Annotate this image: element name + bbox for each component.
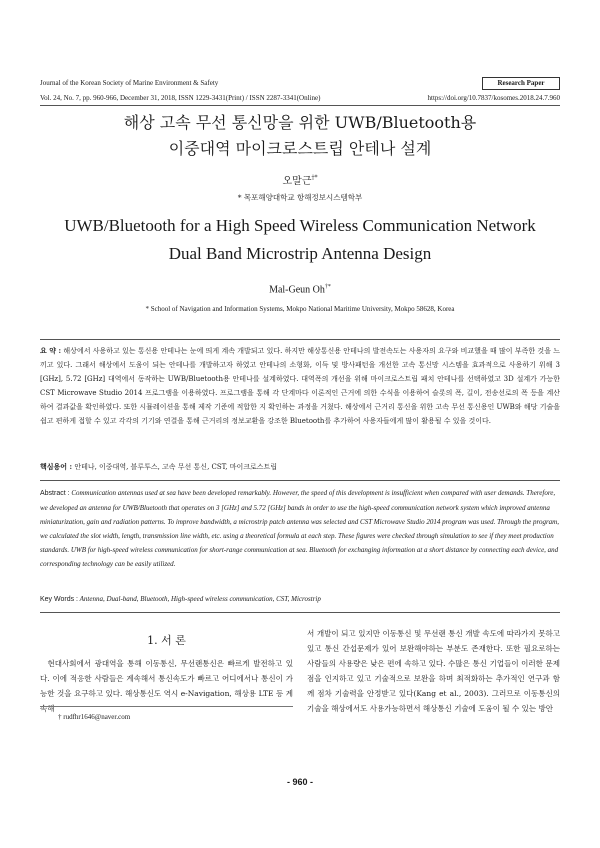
abstract-top-rule — [40, 339, 560, 340]
section-heading: 1. 서 론 — [147, 634, 186, 647]
korean-keywords-label: 핵심용어 : — [40, 462, 73, 471]
korean-author-mark: †* — [311, 174, 318, 182]
korean-author-name: 오말근 — [282, 176, 312, 187]
intro-left-column: 현대사회에서 광대역을 통해 이동통신, 무선랜통신은 빠르게 발전하고 있다. 이에 적응한 사람들은 계속해서 통신속도가 빠르고 어디에서나 통신이 가능한 것을 요구하고 있다. 해상통신도 역시 e-Navigation, 해상용 LTE 등 계속해 — [40, 659, 293, 713]
korean-abstract-label: 요 약 : — [40, 346, 62, 355]
korean-author — [0, 172, 600, 187]
korean-title-line1: 해상 고속 무선 통신망을 위한 UWB/Bluetooth용 — [123, 113, 477, 132]
journal-name: Journal of the Korean Society of Marine Environment & Safety — [40, 79, 219, 87]
header-rule — [40, 105, 560, 106]
english-keywords — [40, 595, 321, 603]
korean-affiliation: * 목포해양대학교 항해정보시스템학부 — [237, 193, 363, 202]
korean-title-line2: 이중대역 마이크로스트립 안테나 설계 — [168, 139, 432, 158]
english-affiliation: * School of Navigation and Information Systems, Mokpo National Maritime University, Mokpo 58628, Korea — [145, 305, 455, 313]
english-title-line2: Dual Band Microstrip Antenna Design — [168, 244, 432, 263]
korean-keywords — [40, 460, 560, 474]
english-author-mark: †* — [324, 284, 331, 290]
abstract-mid-rule — [40, 480, 560, 481]
doi-link[interactable]: https://doi.org/10.7837/kosomes.2018.24.7.960 — [427, 94, 560, 102]
intro-right-column: 서 개발이 되고 있지만 이동통신 및 무선랜 통신 개발 속도에 따라가지 못하고 있고 통신 간섭문제가 있어 보완해야하는 부분도 존재한다. 또한 필요로하는 사람들의 사용량은 낮은 편에 속하고 있다. 수많은 통신 기업들이 이러한 문제점을 인지하고 있고 기술적으로 보완을 하며 최적화하는 추가적인 연구과 함께 점차 기술력을 안정받고 있다(Kang et al., 2003). 그러므로 이동통신의 기술을 해상에서도 사용가능하면서 해상통신 기술에 도움이 될 수 있는 방안 — [307, 629, 560, 713]
english-keywords-text: Antenna, Dual-band, Bluetooth, High-speed wireless communication, CST, Microstrip — [79, 595, 321, 603]
corresponding-email[interactable]: † rudfhr1646@naver.com — [58, 713, 131, 721]
page-number: - 960 - — [286, 777, 313, 787]
korean-abstract — [40, 344, 560, 428]
abstract-bottom-rule — [40, 612, 560, 613]
korean-keywords-text: 안테나, 이중대역, 블루투스, 고속 무선 통신, CST, 마이크로스트립 — [74, 463, 278, 471]
english-abstract — [40, 486, 560, 571]
volume-line: Vol. 24, No. 7, pp. 960-966, December 31, 2018, ISSN 1229-3431(Print) / ISSN 2287-3341(Online) — [40, 94, 321, 102]
footnote-rule — [40, 706, 293, 707]
english-title-line1: UWB/Bluetooth for a High Speed Wireless Communication Network — [64, 216, 536, 235]
english-keywords-label: Key Words : — [40, 596, 78, 603]
english-abstract-label: Abstract : — [40, 490, 70, 497]
english-author-name: Mal-Geun Oh — [269, 284, 325, 296]
korean-abstract-text: 해상에서 사용하고 있는 통신용 안테나는 눈에 띄게 계속 개발되고 있다. 하지만 해상통신용 안테나의 발전속도는 사용자의 요구와 비교했을 때 많이 부족한 것을 느끼고 있다. 그래서 해상에서 도움이 되는 안테나를 개발하고자 하였고 안테나의 소형화, 이득 및 방사패턴을 개선한 고속 통신망 시스템을 효과적으로 사용하기 위해 3 [GHz], 5.72 [GHz] 대역에서 동작하는 UWB/Bluetooth용 안테나를 설계하였다. 대역폭의 개선을 위해 마이크로스트립 패치 안테나를 선택하였고 3D 설계가 가능한 CST Microwave Studio 2014 프로그램을 이용하였다. 프로그램을 통해 각 단계마다 이론적인 근거에 의한 수식을 이용하여 슬롯의 폭, 길이, 전송선로의 폭 등을 계산하여 결과값을 확인하였다. 또한 시뮬레이션을 통해 제작 기준에 적합한 지 확인하는 과정을 거쳤다. 해상에서 근거리 통신을 위한 고속 무선 통신용인 UWB와 해당 기술을 쉽고 편하게 접할 수 있고 각각의 기기와 연결을 통해 근거리의 정보교환을 강조한 Bluetooth를 추가하여 사용자들에게 많이 활용될 수 있을 것이다. — [40, 347, 561, 425]
english-author — [0, 284, 600, 295]
article-type-badge: Research Paper — [482, 77, 560, 90]
english-abstract-text: Communication antennas used at sea have been developed remarkably. However, the speed of this development is insufficient when compared with user demands. Therefore, we developed an antenna for UWB/Bluetooth that operates on 3 [GHz] and 5.72 [GHz] bands in order to use the high-speed communication network system which improved antenna miniaturization, gain and radiation patterns. To improve bandwidth, a microstrip patch antenna was selected and CST Microwave Studio 2014 program was used. Through the program, we calculated the slot width, length, transmission line width, etc. using a theoretical formula at each step. These figures were checked through simulation to see if they meet production standards. UWB for high-speed wireless communication for short-range communication at sea. Bluetooth for exchanging information at a short distance by connecting each device, and corresponding technology can be easily utilized. — [40, 489, 559, 568]
